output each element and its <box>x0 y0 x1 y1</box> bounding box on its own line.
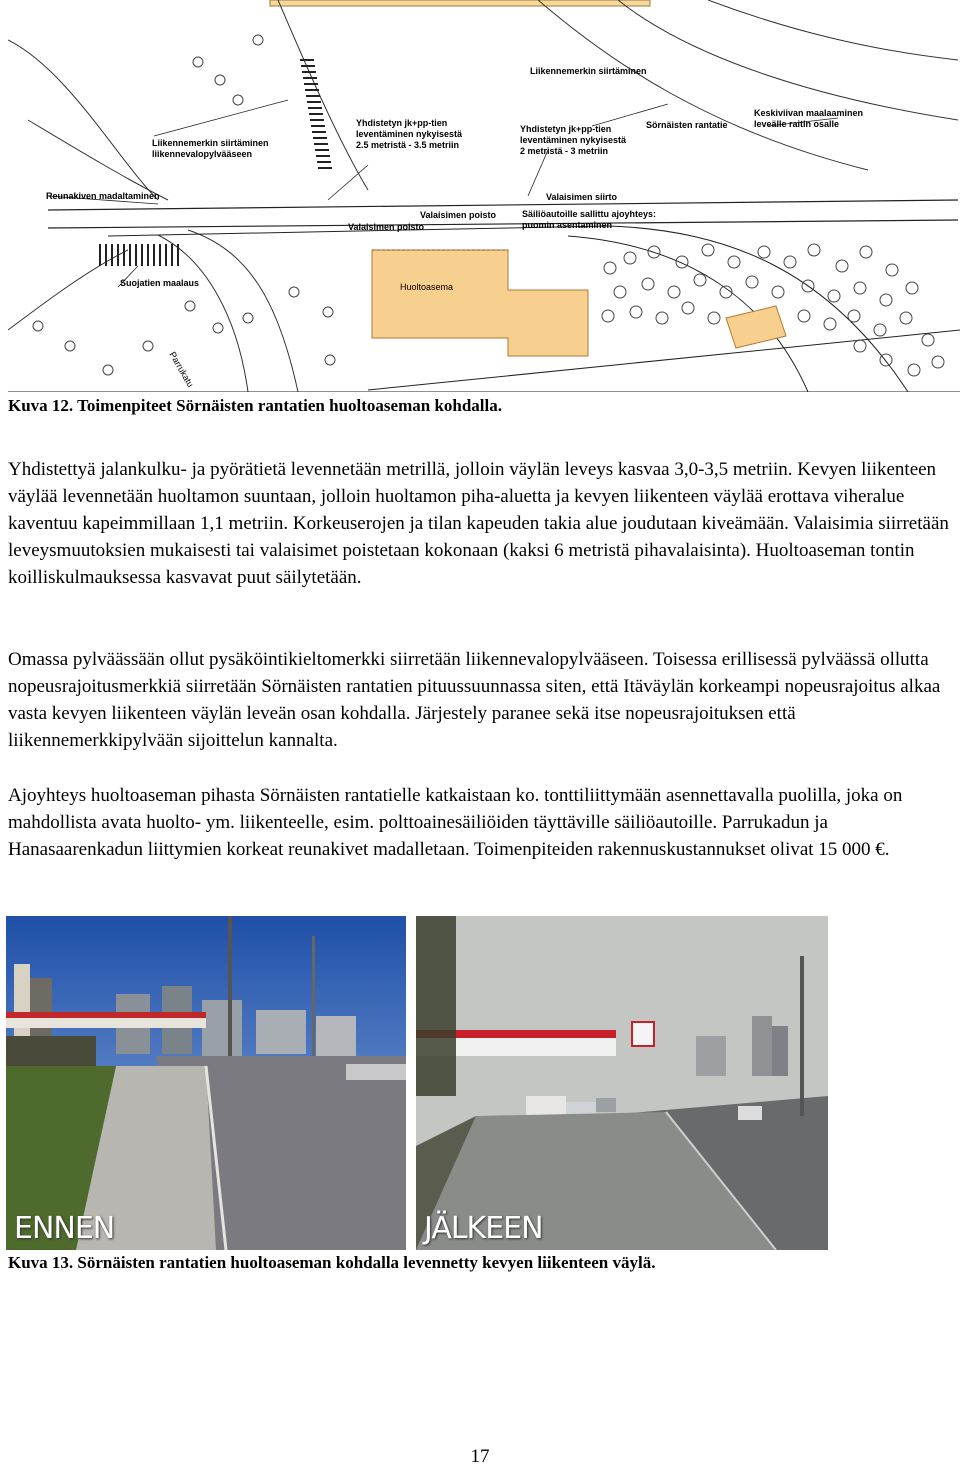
map-label-crosswalk-painting: Suojatien maalaus <box>120 278 200 288</box>
map-label-curb-lowering: Reunakiven madaltaminen <box>46 191 160 201</box>
paragraph-access: Ajoyhteys huoltoaseman pihasta Sörnäisten rantatielle katkaistaan ko. tonttiliittymään asennettavalla puolilla, joka on mahdollista avata huolto- ym. liikenteelle, esim. polttoainesäiliöiden täyttäville säiliöautoille. Parrukadun ja Hanasaarenkadun liittymien korkeat reunakivet madalletaan. Toimenpiteiden rakennuskustannukset olivat 15 000 €. <box>8 785 903 860</box>
map-label-light-move: Valaisimen siirto <box>546 192 618 202</box>
map-label-centerline-line1: Keskiviivan maalaaminen <box>754 108 864 118</box>
label-before: ENNEN <box>14 1211 115 1246</box>
map-label-light-removal-1: Valaisimen poisto <box>420 210 497 220</box>
map-label-tanker-access-line1: Säiliöautoille sallittu ajoyhteys: <box>522 209 657 219</box>
figure-caption-12: Kuva 12. Toimenpiteet Sörnäisten rantatien huoltoaseman kohdalla. <box>8 396 503 415</box>
paragraph-signs: Omassa pylväässään ollut pysäköintikieltomerkki siirretään liikennevalopylvääseen. Toisessa erillisessä pylväässä ollutta nopeusrajoitusmerkkiä siirretään Sörnäisten rantatien pituussuunnassa siten, että Itäväylän korkeampi nopeusrajoitus alkaa vasta kevyen liikenteen väylän leveän osan kohdalla. Järjestely paranee sekä itse nopeusrajoituksen että liikennemerkkipylvään sijoittelun kannalta. <box>8 649 941 751</box>
map-label-street-parrukatu: Parrukatu <box>167 350 196 389</box>
site-plan-map <box>8 0 960 392</box>
map-label-sign-move-left: Liikennemerkin siirtäminen <box>152 138 269 148</box>
map-label-widen-a-line2: leventäminen nykyisestä <box>356 129 463 139</box>
map-label-widen-b-line1: Yhdistetyn jk+pp-tien <box>520 124 612 134</box>
map-label-widen-a-line3: 2.5 metristä - 3.5 metriin <box>356 140 460 150</box>
map-label-tanker-access-line2: puomin asentaminen <box>522 220 613 230</box>
map-label-widen-b-line3: 2 metristä - 3 metriin <box>520 146 609 156</box>
map-label-light-removal-2: Valaisimen poisto <box>348 222 425 232</box>
label-after: JÄLKEEN <box>424 1211 543 1246</box>
figure-caption-13: Kuva 13. Sörnäisten rantatien huoltoaseman kohdalla levennetty kevyen liikenteen väylä. <box>8 1253 656 1272</box>
photo-before <box>6 916 406 1250</box>
paragraph-widening: Yhdistettyä jalankulku- ja pyörätietä levennetään metrillä, jolloin väylän leveys kasvaa 3,0-3,5 metriin. Kevyen liikenteen väylää levennetään huoltamon suuntaan, jolloin huoltamon piha-aluetta ja kevyen liikenteen väylää erottava viheralue kaventuu kapeimmillaan 1,1 metriin. Korkeuserojen ja tilan kapeuden takia alue joudutaan kiveämään. Valaisimia siirretään leveysmuutoksien mukaisesti tai valaisimet poistetaan kokonaan (kaksi 6 metristä pihavalaisinta). Huoltoaseman tontin koilliskulmauksessa kasvavat puut säilytetään. <box>8 459 949 588</box>
photo-after <box>416 916 828 1250</box>
map-label-street-sornaisten-rantatie: Sörnäisten rantatie <box>646 120 728 130</box>
page-number: 17 <box>470 1446 490 1467</box>
map-label-widen-a-line1: Yhdistetyn jk+pp-tien <box>356 118 448 128</box>
map-label-sign-move-top: Liikennemerkin siirtäminen <box>530 66 647 76</box>
map-label-widen-b-line2: leventäminen nykyisestä <box>520 135 627 145</box>
map-label-service-station: Huoltoasema <box>400 282 454 292</box>
map-label-centerline-line2: leveälle raitin osalle <box>754 119 840 129</box>
map-label-signal-pole: liikennevalopylvääseen <box>152 149 253 159</box>
